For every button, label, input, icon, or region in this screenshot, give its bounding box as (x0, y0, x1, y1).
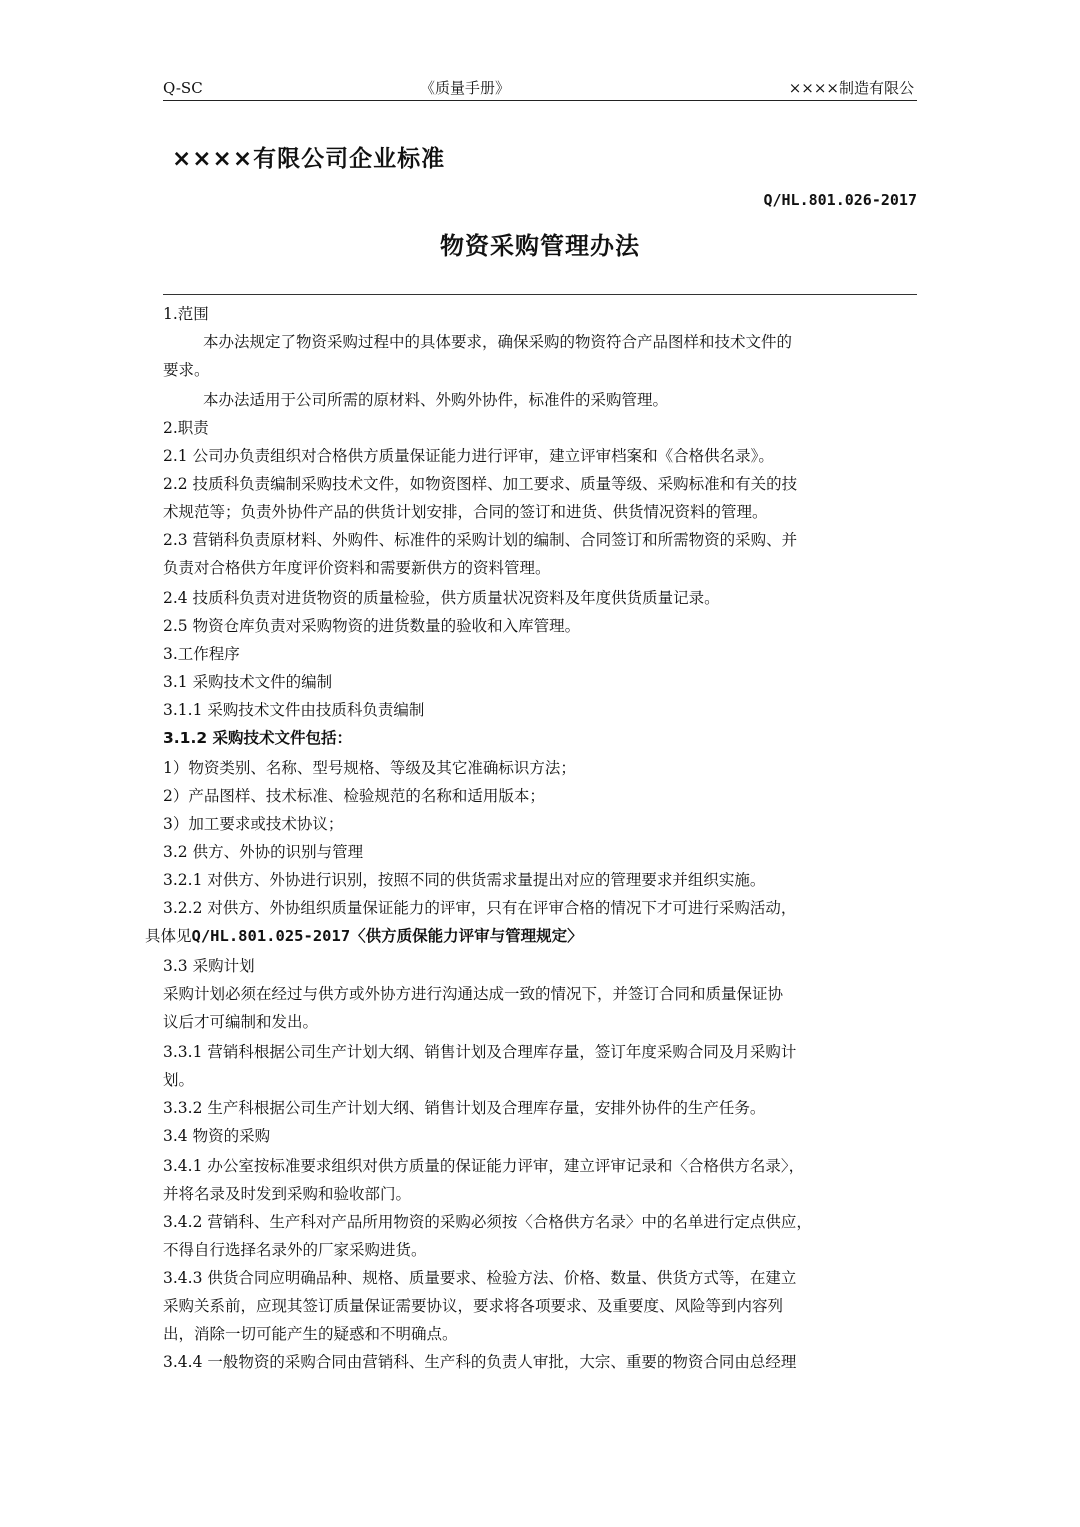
paragraph-line: 3.3.1 营销科根据公司生产计划大纲、销售计划及合理库存量，签订年度采购合同及月采购计 (163, 1043, 797, 1061)
subheading-bold: 3.1.2 采购技术文件包括： (163, 729, 353, 747)
paragraph-line-reference (145, 922, 583, 950)
header-code: Q-SC (163, 79, 203, 97)
paragraph-line: 3.4.4 一般物资的采购合同由营销科、生产科的负责人审批，大宗、重要的物资合同由总经理 (163, 1353, 797, 1371)
paragraph-line: 本办法规定了物资采购过程中的具体要求，确保采购的物资符合产品图样和技术文件的 (203, 333, 793, 351)
paragraph-line: 本办法适用于公司所需的原材料、外购外协件，标准件的采购管理。 (203, 391, 669, 409)
list-item: 1）物资类别、名称、型号规格、等级及其它准确标识方法； (163, 759, 576, 777)
paragraph-line: 3.1.1 采购技术文件由技质科负责编制 (163, 701, 425, 719)
paragraph-line: 2.4 技质科负责对进货物资的质量检验，供方质量状况资料及年度供货质量记录。 (163, 589, 720, 607)
reference-prefix: 具体见 (145, 927, 192, 945)
paragraph-line: 采购计划必须在经过与供方或外协方进行沟通达成一致的情况下，并签订合同和质量保证协 (163, 985, 784, 1003)
paragraph-line: 出，消除一切可能产生的疑惑和不明确点。 (163, 1325, 458, 1343)
paragraph-line: 术规范等；负责外协件产品的供货计划安排，合同的签订和进货、供货情况资料的管理。 (163, 503, 768, 521)
paragraph-line: 不得自行选择名录外的厂家采购进货。 (163, 1241, 427, 1259)
header-manual-title: 《质量手册》 (420, 79, 511, 97)
header-company: ××××制造有限公 (788, 79, 914, 97)
paragraph-line: 议后才可编制和发出。 (163, 1013, 319, 1031)
paragraph-line: 2.3 营销科负责原材料、外购件、标准件的采购计划的编制、合同签订和所需物资的采购、并 (163, 531, 798, 549)
reference-doc-title: 〈供方质保能力评审与管理规定〉 (350, 927, 583, 945)
paragraph-line: 3.2 供方、外协的识别与管理 (163, 843, 364, 861)
paragraph-line: 负责对合格供方年度评价资料和需要新供方的资料管理。 (163, 559, 551, 577)
paragraph-line: 3.1 采购技术文件的编制 (163, 673, 333, 691)
paragraph-line: 划。 (163, 1071, 195, 1089)
document-title: 物资采购管理办法 (440, 232, 640, 260)
header-rule (163, 100, 917, 101)
paragraph-line: 3.4.1 办公室按标准要求组织对供方质量的保证能力评审，建立评审记录和〈合格供方名录〉， (163, 1157, 805, 1175)
list-item: 3）加工要求或技术协议； (163, 815, 344, 833)
paragraph-line: 3.3.2 生产科根据公司生产计划大纲、销售计划及合理库存量，安排外协件的生产任务。 (163, 1099, 766, 1117)
paragraph-line: 3.2.2 对供方、外协组织质量保证能力的评审，只有在评审合格的情况下才可进行采购活动， (163, 899, 797, 917)
paragraph-line: 2.1 公司办负责组织对合格供方质量保证能力进行评审，建立评审档案和《合格供名录》。 (163, 447, 774, 465)
section-heading-duties: 2.职责 (163, 419, 209, 437)
paragraph-line: 并将名录及时发到采购和验收部门。 (163, 1185, 412, 1203)
company-standard-heading: ××××有限公司企业标准 (172, 146, 446, 172)
paragraph-line: 3.4.3 供货合同应明确品种、规格、质量要求、检验方法、价格、数量、供货方式等，在建立 (163, 1269, 797, 1287)
list-item: 2）产品图样、技术标准、检验规范的名称和适用版本； (163, 787, 545, 805)
section-heading-procedure: 3.工作程序 (163, 645, 240, 663)
section-heading-scope: 1.范围 (163, 305, 209, 323)
title-rule (163, 294, 917, 295)
paragraph-line: 3.4 物资的采购 (163, 1127, 271, 1145)
paragraph-line: 3.2.1 对供方、外协进行识别，按照不同的供货需求量提出对应的管理要求并组织实施。 (163, 871, 766, 889)
document-number: Q/HL.801.026-2017 (763, 191, 917, 209)
paragraph-line: 3.4.2 营销科、生产科对产品所用物资的采购必须按〈合格供方名录〉中的名单进行定点供应， (163, 1213, 812, 1231)
paragraph-line: 3.3 采购计划 (163, 957, 255, 975)
paragraph-line: 采购关系前，应现其签订质量保证需要协议，要求将各项要求、及重要度、风险等到内容列 (163, 1297, 784, 1315)
paragraph-line: 2.2 技质科负责编制采购技术文件，如物资图样、加工要求、质量等级、采购标准和有关的技 (163, 475, 798, 493)
paragraph-line: 要求。 (163, 361, 210, 379)
reference-doc-number: Q/HL.801.025-2017 (191, 927, 351, 945)
paragraph-line: 2.5 物资仓库负责对采购物资的进货数量的验收和入库管理。 (163, 617, 581, 635)
